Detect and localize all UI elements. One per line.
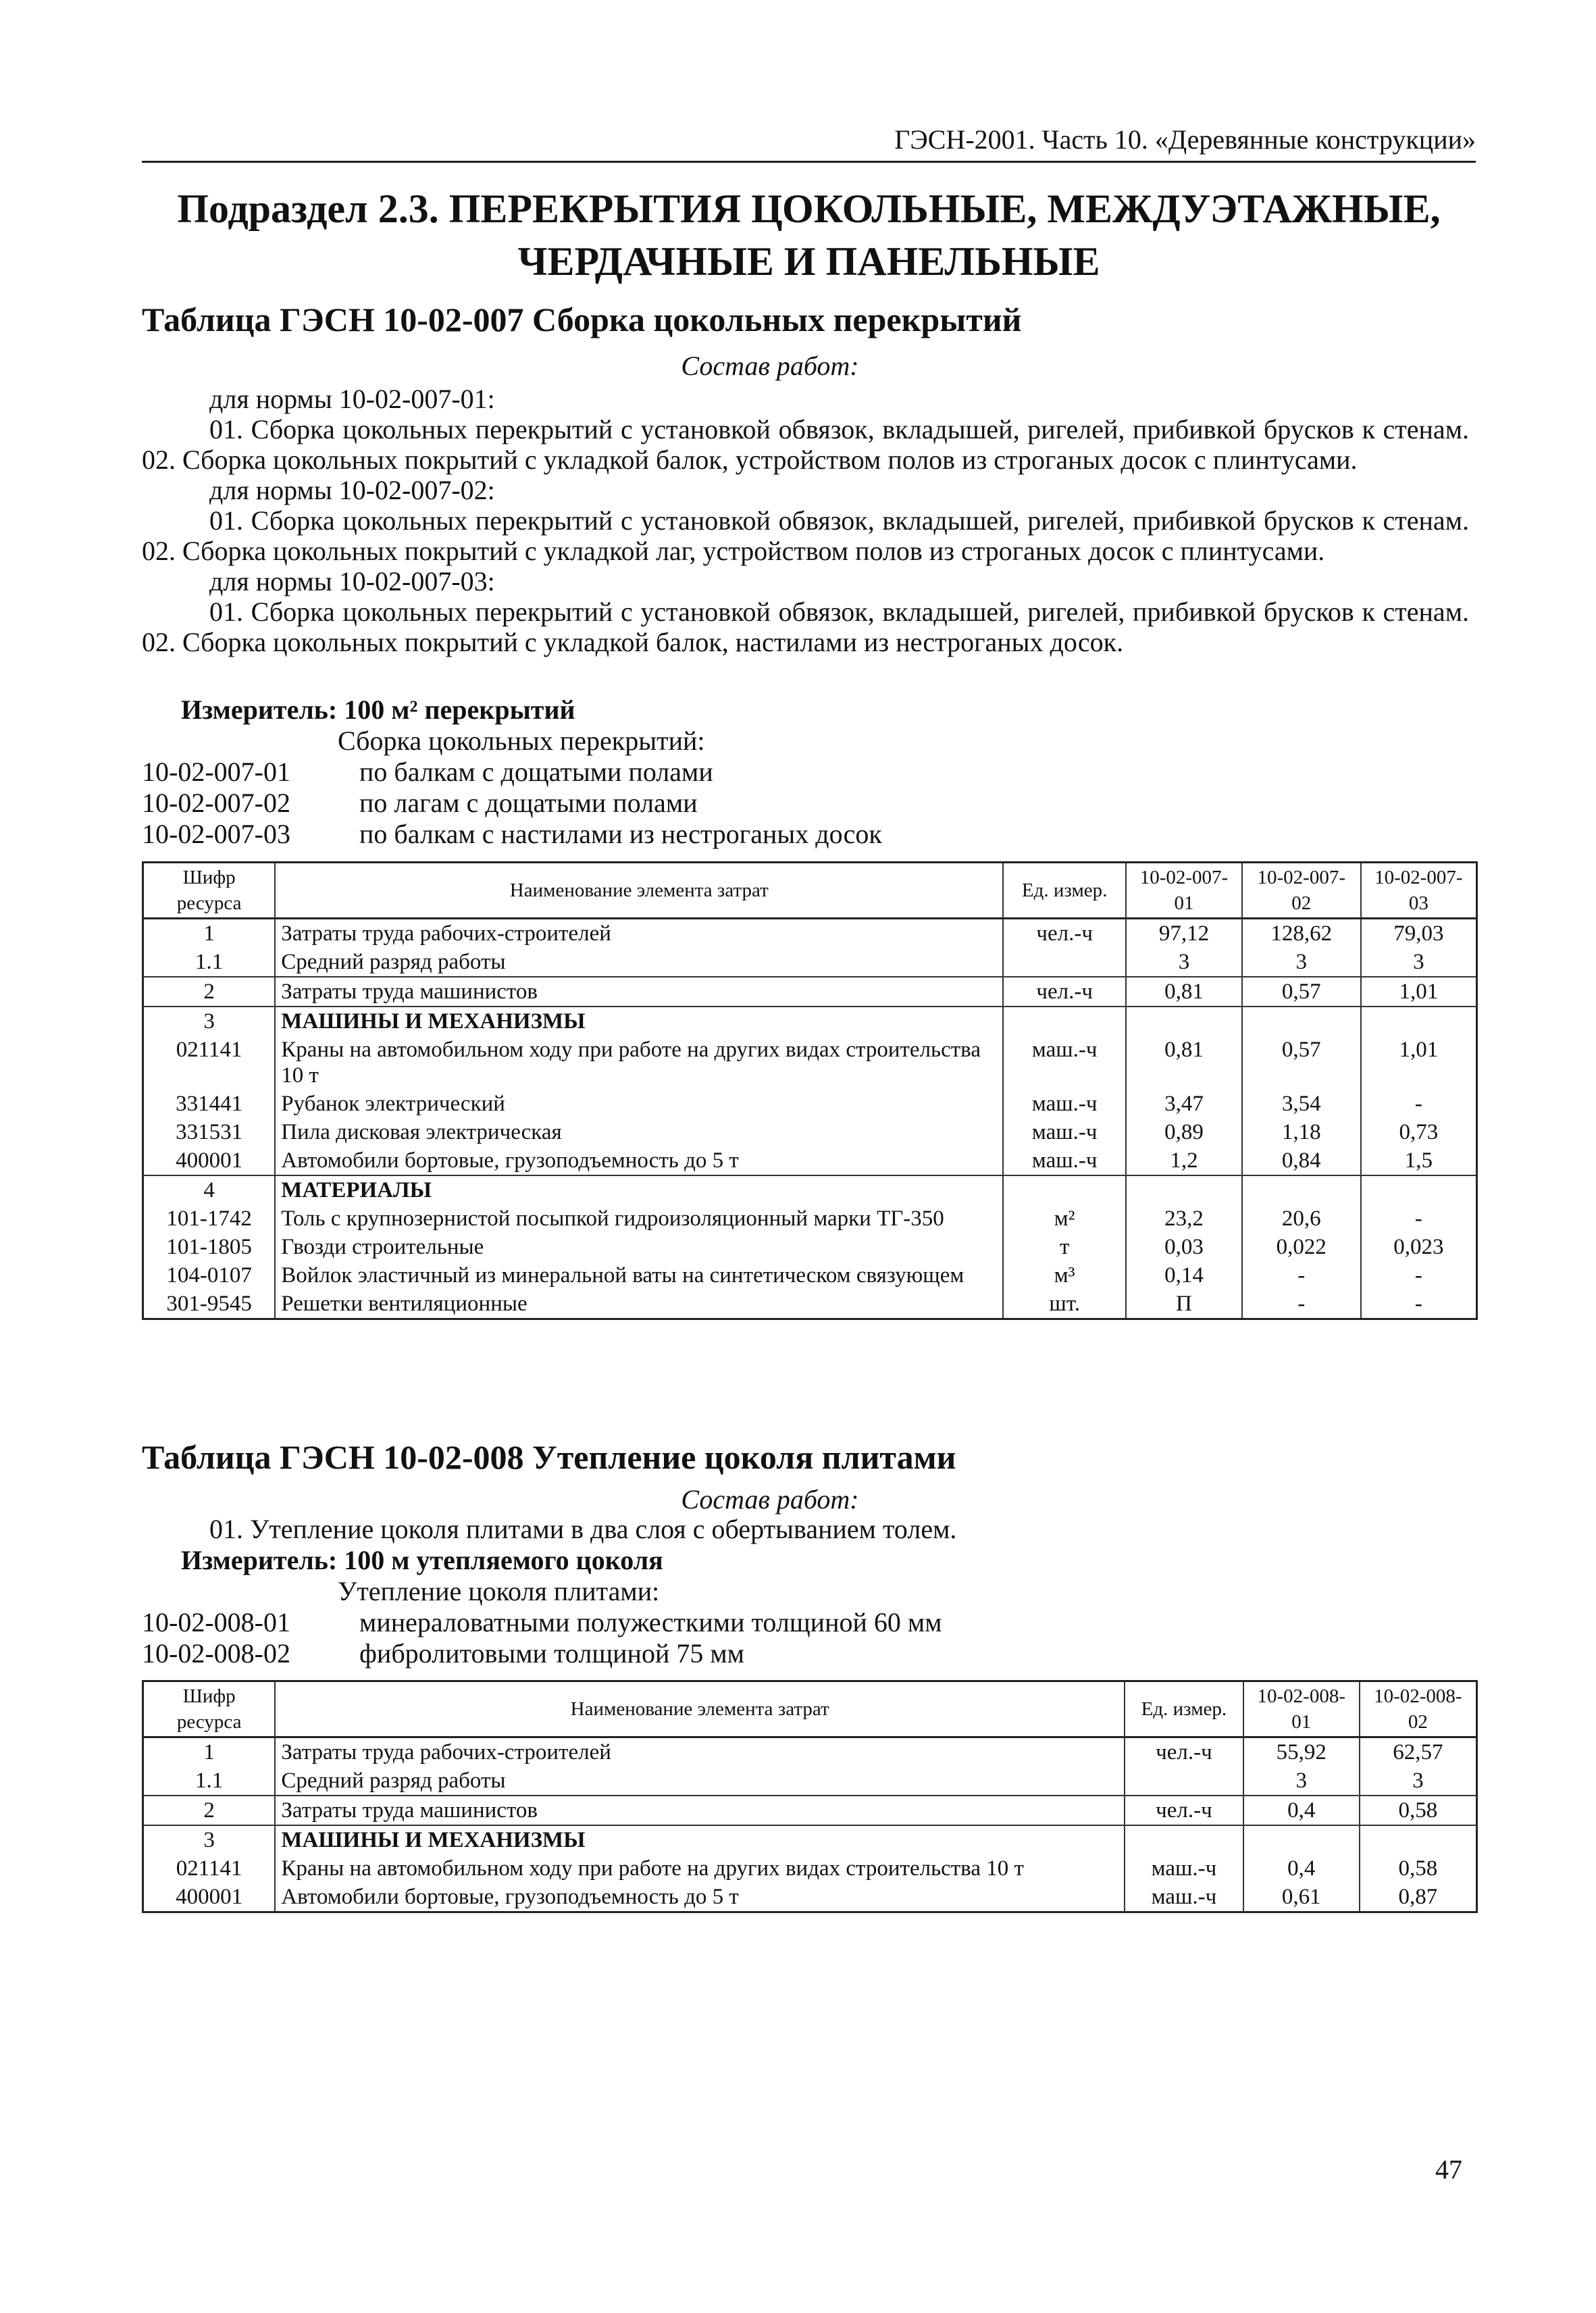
work-text-3: 01. Сборка цокольных перекрытий с установкой обвязок, вкладышей, ригелей, прибивкой брусков к стенам. 02. Сборка цокольных покрытий с укладкой балок, настилами из нестроганых досок.	[142, 596, 1469, 657]
cell-code: 331441	[143, 1090, 276, 1118]
cell-name: МАШИНЫ И МЕХАНИЗМЫ	[275, 1825, 1125, 1854]
table-row	[143, 1766, 1477, 1796]
cell-value: 0,84	[1242, 1146, 1361, 1175]
cell-value: 55,92	[1243, 1737, 1360, 1767]
cell-name: Пила дисковая электрическая	[275, 1118, 1003, 1146]
variant-row	[142, 788, 882, 819]
cell-value: 1,01	[1361, 1036, 1477, 1090]
cell-name: Затраты труда машинистов	[275, 1796, 1125, 1825]
cell-value: 0,81	[1126, 977, 1242, 1007]
work-label-1: для нормы 10-02-007-01:	[209, 384, 495, 414]
header-name: Наименование элемента затрат	[275, 1681, 1125, 1737]
cell-unit: маш.-ч	[1125, 1854, 1243, 1883]
cell-name: Толь с крупнозернистой посыпкой гидроизоляционный марки ТГ-350	[275, 1204, 1003, 1233]
cell-code: 2	[143, 1796, 276, 1825]
cell-value: 97,12	[1126, 919, 1242, 948]
cell-unit	[1003, 1007, 1126, 1036]
cell-value: -	[1242, 1261, 1361, 1290]
variant-code: 10-02-007-03	[142, 819, 290, 849]
cell-value: 20,6	[1242, 1204, 1361, 1233]
variant-code: 10-02-007-01	[142, 757, 290, 787]
cell-value: -	[1361, 1204, 1477, 1233]
table-row	[143, 1175, 1477, 1204]
cell-code: 400001	[143, 1146, 276, 1175]
variant-desc: по балкам с настилами из нестроганых досок	[359, 819, 882, 849]
table-row	[143, 1204, 1477, 1233]
cell-code: 4	[143, 1175, 276, 1204]
table-row	[143, 919, 1477, 948]
cell-code: 101-1742	[143, 1204, 276, 1233]
cell-code: 1	[143, 919, 276, 948]
page-number: 47	[1435, 2154, 1462, 2185]
section-title-line1: Подраздел 2.3. ПЕРЕКРЫТИЯ ЦОКОЛЬНЫЕ, МЕЖДУЭТАЖНЫЕ,	[177, 186, 1441, 231]
table-row	[143, 1146, 1477, 1175]
cell-value	[1126, 1007, 1242, 1036]
variant-row	[142, 819, 882, 850]
running-header: ГЭСН-2001. Часть 10. «Деревянные конструкции»	[142, 120, 1476, 163]
table1-cost-table	[142, 861, 1478, 1320]
cell-name: Средний разряд работы	[275, 948, 1003, 977]
cell-value	[1360, 1825, 1477, 1854]
cell-name: Затраты труда рабочих-строителей	[275, 1737, 1125, 1767]
cell-unit	[1003, 948, 1126, 977]
cell-value: 3,54	[1242, 1090, 1361, 1118]
cell-value: 0,73	[1361, 1118, 1477, 1146]
cell-name: Решетки вентиляционные	[275, 1290, 1003, 1319]
header-name: Наименование элемента затрат	[275, 863, 1003, 919]
variant-row	[142, 1607, 942, 1638]
variant-row	[142, 1638, 942, 1669]
cell-unit	[1003, 1175, 1126, 1204]
cell-code: 2	[143, 977, 276, 1007]
cell-name: Гвозди строительные	[275, 1233, 1003, 1261]
table2-header-row	[143, 1681, 1477, 1737]
cell-value	[1361, 1007, 1477, 1036]
header-code: Шифр ресурса	[143, 1681, 276, 1737]
cell-code: 1.1	[143, 948, 276, 977]
cell-value: 23,2	[1126, 1204, 1242, 1233]
work-text-1: 01. Сборка цокольных перекрытий с установкой обвязок, вкладышей, ригелей, прибивкой брусков к стенам. 02. Сборка цокольных покрытий с укладкой балок, устройством полов из строганых досок с плинтусами.	[142, 414, 1469, 475]
cell-unit: шт.	[1003, 1290, 1126, 1319]
cell-value: -	[1361, 1090, 1477, 1118]
work-label-3: для нормы 10-02-007-03:	[209, 566, 495, 596]
cell-name: Краны на автомобильном ходу при работе на других видах строительства 10 т	[275, 1036, 1003, 1090]
cell-value: 0,81	[1126, 1036, 1242, 1090]
cell-value: 3	[1243, 1766, 1360, 1796]
table1-works	[142, 384, 1469, 657]
table2-variant-list	[142, 1607, 942, 1669]
variant-code: 10-02-008-02	[142, 1638, 290, 1669]
table2-meter: Измеритель: 100 м утепляемого цоколя	[181, 1545, 663, 1575]
header-unit: Ед. измер.	[1125, 1681, 1243, 1737]
table1-title: Таблица ГЭСН 10-02-007 Сборка цокольных перекрытий	[142, 301, 1022, 338]
cell-unit: маш.-ч	[1003, 1146, 1126, 1175]
cell-name: МАШИНЫ И МЕХАНИЗМЫ	[275, 1007, 1003, 1036]
cell-value: 1,01	[1361, 977, 1477, 1007]
table1-composition-label: Состав работ:	[681, 351, 859, 381]
table1-subheading: Сборка цокольных перекрытий:	[338, 726, 705, 756]
cell-unit: т	[1003, 1233, 1126, 1261]
header-unit: Ед. измер.	[1003, 863, 1126, 919]
cell-code: 101-1805	[143, 1233, 276, 1261]
cell-name: Краны на автомобильном ходу при работе на других видах строительства 10 т	[275, 1854, 1125, 1883]
cell-value: 0,57	[1242, 977, 1361, 1007]
cell-value: -	[1361, 1261, 1477, 1290]
cell-unit: маш.-ч	[1125, 1883, 1243, 1912]
variant-code: 10-02-007-02	[142, 788, 290, 818]
cell-value: 0,61	[1243, 1883, 1360, 1912]
section-title	[142, 182, 1476, 288]
cell-value: -	[1242, 1290, 1361, 1319]
table-row	[143, 1796, 1477, 1825]
cell-unit	[1125, 1766, 1243, 1796]
cell-value: 62,57	[1360, 1737, 1477, 1767]
cell-value: 0,4	[1243, 1796, 1360, 1825]
cell-unit: маш.-ч	[1003, 1118, 1126, 1146]
cell-unit: маш.-ч	[1003, 1090, 1126, 1118]
cell-code: 104-0107	[143, 1261, 276, 1290]
cell-value	[1243, 1825, 1360, 1854]
cell-unit: чел.-ч	[1003, 977, 1126, 1007]
cell-code: 1.1	[143, 1766, 276, 1796]
cell-value	[1361, 1175, 1477, 1204]
cell-value: 3	[1360, 1766, 1477, 1796]
cell-name: Рубанок электрический	[275, 1090, 1003, 1118]
cell-value: 1,2	[1126, 1146, 1242, 1175]
cell-unit: чел.-ч	[1125, 1737, 1243, 1767]
cell-name: Автомобили бортовые, грузоподъемность до 5 т	[275, 1146, 1003, 1175]
cell-value: 128,62	[1242, 919, 1361, 948]
cell-code: 331531	[143, 1118, 276, 1146]
header-norm: 10-02-007-02	[1242, 863, 1361, 919]
cell-value: 0,14	[1126, 1261, 1242, 1290]
cell-name: Средний разряд работы	[275, 1766, 1125, 1796]
table1-meter: Измеритель: 100 м² перекрытий	[181, 694, 575, 725]
cell-value: 0,58	[1360, 1854, 1477, 1883]
table1-header-row	[143, 863, 1477, 919]
table-row	[143, 977, 1477, 1007]
cell-value	[1242, 1007, 1361, 1036]
table-row	[143, 1090, 1477, 1118]
cell-value: 1,18	[1242, 1118, 1361, 1146]
cell-code: 3	[143, 1825, 276, 1854]
table-row	[143, 1290, 1477, 1319]
cell-value: 0,87	[1360, 1883, 1477, 1912]
cell-code: 021141	[143, 1854, 276, 1883]
cell-value: 1,5	[1361, 1146, 1477, 1175]
cell-code: 3	[143, 1007, 276, 1036]
cell-value: 3,47	[1126, 1090, 1242, 1118]
cell-name: Затраты труда рабочих-строителей	[275, 919, 1003, 948]
cell-value: 3	[1361, 948, 1477, 977]
cell-value: П	[1126, 1290, 1242, 1319]
table2-subheading: Утепление цоколя плитами:	[338, 1576, 660, 1606]
table-row	[143, 1233, 1477, 1261]
cell-value	[1126, 1175, 1242, 1204]
cell-unit: м²	[1003, 1204, 1126, 1233]
cell-value: 0,022	[1242, 1233, 1361, 1261]
cell-value	[1242, 1175, 1361, 1204]
cell-unit: чел.-ч	[1125, 1796, 1243, 1825]
variant-desc: по балкам с дощатыми полами	[359, 757, 713, 787]
variant-desc: по лагам с дощатыми полами	[359, 788, 698, 818]
cell-value: 0,57	[1242, 1036, 1361, 1090]
header-norm: 10-02-008-01	[1243, 1681, 1360, 1737]
cell-value: 0,89	[1126, 1118, 1242, 1146]
work-label-2: для нормы 10-02-007-02:	[209, 475, 495, 505]
table1-variant-list	[142, 757, 882, 850]
cell-code: 400001	[143, 1883, 276, 1912]
cell-code: 021141	[143, 1036, 276, 1090]
cell-code: 301-9545	[143, 1290, 276, 1319]
header-norm: 10-02-008-02	[1360, 1681, 1477, 1737]
table2-works	[142, 1514, 1469, 1544]
cell-value: 3	[1242, 948, 1361, 977]
cell-unit: чел.-ч	[1003, 919, 1126, 948]
cell-value: 0,58	[1360, 1796, 1477, 1825]
work-text: 01. Утепление цоколя плитами в два слоя с обертыванием толем.	[209, 1514, 957, 1544]
table-row	[143, 1118, 1477, 1146]
cell-name: МАТЕРИАЛЫ	[275, 1175, 1003, 1204]
cell-value: -	[1361, 1290, 1477, 1319]
table-row	[143, 1261, 1477, 1290]
variant-desc: фибролитовыми толщиной 75 мм	[359, 1638, 744, 1669]
table-row	[143, 1883, 1477, 1912]
header-norm: 10-02-007-01	[1126, 863, 1242, 919]
section-title-line2: ЧЕРДАЧНЫЕ И ПАНЕЛЬНЫЕ	[517, 239, 1100, 284]
table-row	[143, 1737, 1477, 1767]
variant-row	[142, 757, 882, 788]
table2-title: Таблица ГЭСН 10-02-008 Утепление цоколя плитами	[142, 1438, 956, 1476]
variant-code: 10-02-008-01	[142, 1607, 290, 1637]
cell-value: 0,03	[1126, 1233, 1242, 1261]
table2-cost-table	[142, 1680, 1478, 1913]
table-row	[143, 1036, 1477, 1090]
cell-value: 0,023	[1361, 1233, 1477, 1261]
header-code: Шифр ресурса	[143, 863, 276, 919]
table-row	[143, 1825, 1477, 1854]
table2-composition-label: Состав работ:	[681, 1484, 859, 1515]
cell-value: 0,4	[1243, 1854, 1360, 1883]
cell-unit: м³	[1003, 1261, 1126, 1290]
cell-value: 3	[1126, 948, 1242, 977]
cell-name: Затраты труда машинистов	[275, 977, 1003, 1007]
cell-unit: маш.-ч	[1003, 1036, 1126, 1090]
table-row	[143, 1007, 1477, 1036]
table-row	[143, 948, 1477, 977]
cell-value: 79,03	[1361, 919, 1477, 948]
cell-name: Автомобили бортовые, грузоподъемность до 5 т	[275, 1883, 1125, 1912]
cell-code: 1	[143, 1737, 276, 1767]
cell-unit	[1125, 1825, 1243, 1854]
cell-name: Войлок эластичный из минеральной ваты на синтетическом связующем	[275, 1261, 1003, 1290]
variant-desc: минераловатными полужесткими толщиной 60 мм	[359, 1607, 942, 1637]
table-row	[143, 1854, 1477, 1883]
header-norm: 10-02-007-03	[1361, 863, 1477, 919]
work-text-2: 01. Сборка цокольных перекрытий с установкой обвязок, вкладышей, ригелей, прибивкой брусков к стенам. 02. Сборка цокольных покрытий с укладкой лаг, устройством полов из строганых досок с плинтусами.	[142, 505, 1469, 566]
